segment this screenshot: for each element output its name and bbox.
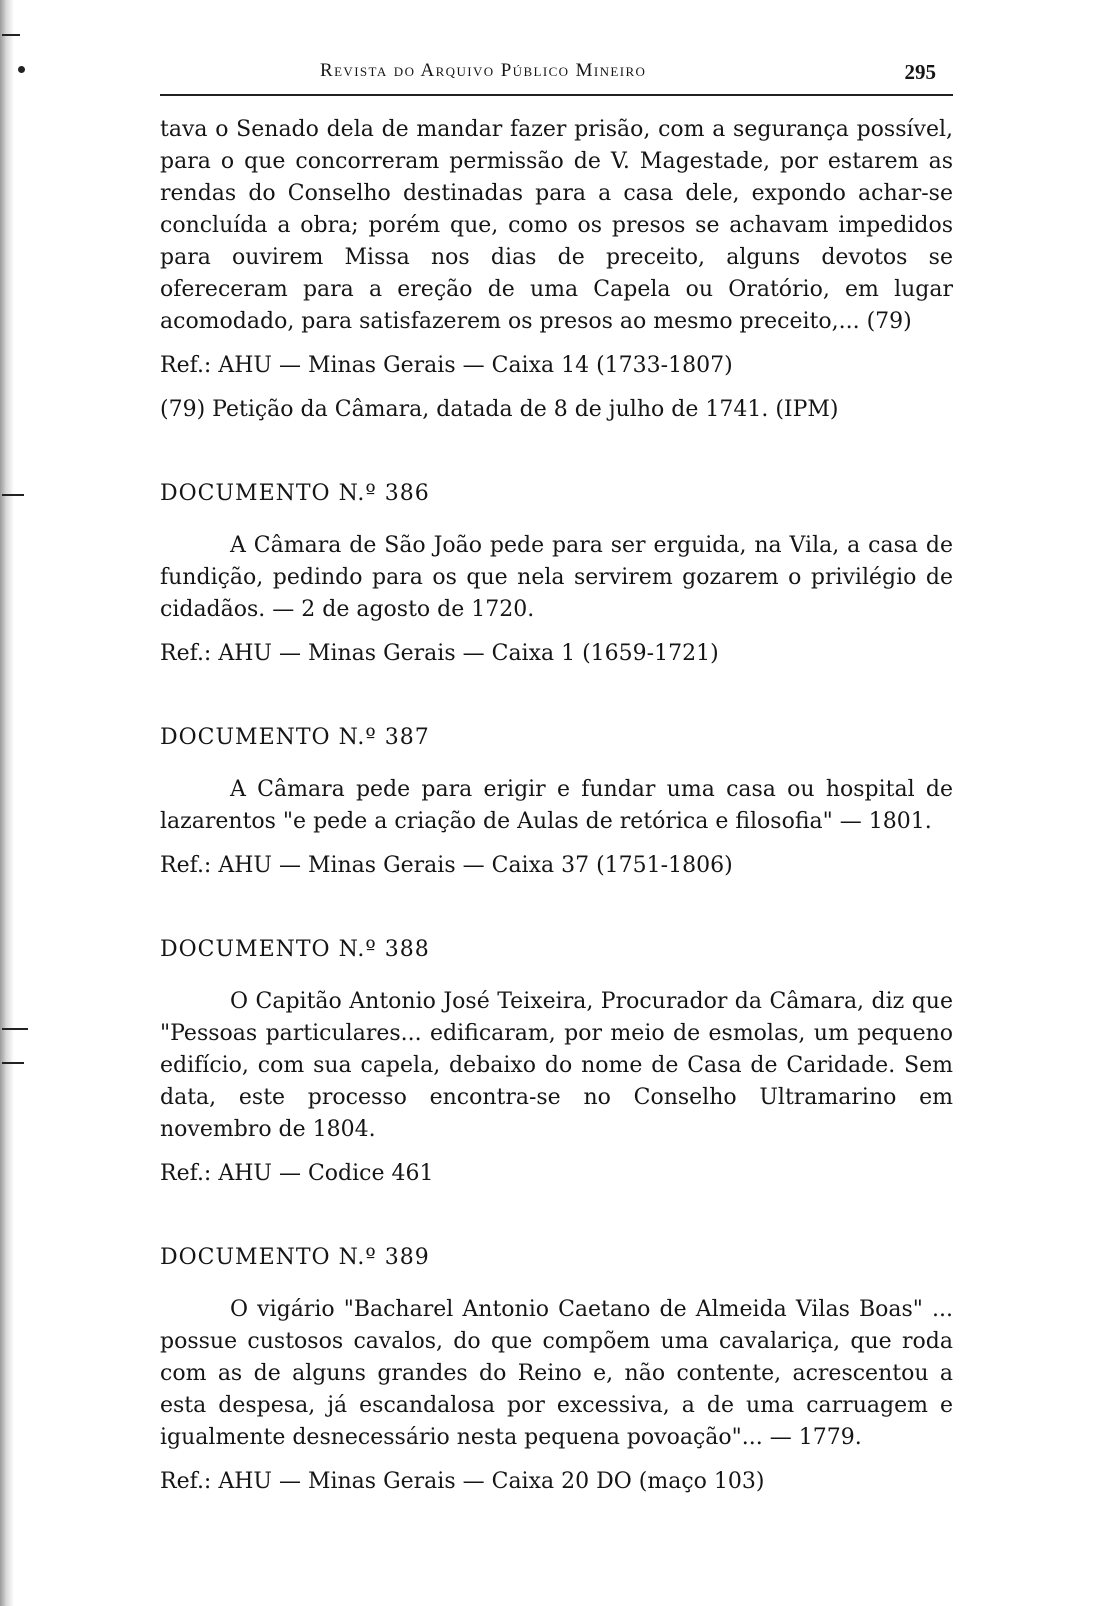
page-number: 295: [904, 60, 936, 84]
header-rule: [160, 94, 953, 96]
footnote: (79) Petição da Câmara, datada de 8 de julho de 1741. (IPM): [160, 397, 839, 422]
running-title: Revista do Arquivo Público Mineiro: [320, 60, 647, 81]
document-summary: A Câmara de São João pede para ser erguida, na Vila, a casa de fundição, pedindo para os que nela servirem gozarem o privilégio de cidadãos. — 2 de agosto de 1720.: [160, 533, 953, 622]
document-entry: [160, 1242, 953, 1498]
document-summary: O vigário "Bacharel Antonio Caetano de Almeida Vilas Boas" ... possue custosos cavalos, do que compõem uma cavalariça, que roda com as de alguns grandes do Reino e, não contente, acrescentou a esta despesa, já escandalosa por excessiva, a de uma carruagem e igualmente desnecessário nesta pequena povoação"... — 1779.: [160, 1297, 953, 1450]
continuation-section: [160, 114, 953, 426]
document-entry: [160, 722, 953, 882]
reference-line: Ref.: AHU — Minas Gerais — Caixa 20 DO (maço 103): [160, 1469, 765, 1494]
reference-line: Ref.: AHU — Minas Gerais — Caixa 14 (1733-1807): [160, 353, 733, 378]
document-page: [160, 50, 953, 1498]
scan-edge-mark: [2, 1062, 24, 1064]
document-entry: [160, 934, 953, 1190]
scan-edge-mark: [2, 34, 20, 36]
document-heading: DOCUMENTO N.º 386: [160, 481, 430, 506]
scan-edge-mark: [18, 66, 25, 73]
reference-line: Ref.: AHU — Codice 461: [160, 1161, 434, 1186]
document-entry: [160, 478, 953, 670]
scan-edge-mark: [2, 494, 24, 496]
reference-line: Ref.: AHU — Minas Gerais — Caixa 37 (1751-1806): [160, 853, 733, 878]
scan-edge-mark: [2, 1028, 28, 1030]
document-summary: A Câmara pede para erigir e fundar uma casa ou hospital de lazarentos "e pede a criação de Aulas de retórica e filosofia" — 1801.: [160, 777, 953, 834]
running-header: [160, 50, 953, 94]
document-heading: DOCUMENTO N.º 389: [160, 1245, 430, 1270]
scan-left-edge: [0, 0, 14, 1606]
document-heading: DOCUMENTO N.º 388: [160, 937, 430, 962]
reference-line: Ref.: AHU — Minas Gerais — Caixa 1 (1659-1721): [160, 641, 719, 666]
continuation-paragraph: tava o Senado dela de mandar fazer prisão, com a segurança possível, para o que concorreram permissão de V. Magestade, por estarem as rendas do Conselho destinadas para a casa dele, expondo achar-se concluída a obra; porém que, como os presos se achavam impedidos para ouvirem Missa nos dias de preceito, alguns devotos se ofereceram para a ereção de uma Capela ou Oratório, em lugar acomodado, para satisfazerem os presos ao mesmo preceito,... (79): [160, 117, 953, 334]
document-summary: O Capitão Antonio José Teixeira, Procurador da Câmara, diz que "Pessoas particulares... edificaram, por meio de esmolas, um pequeno edifício, com sua capela, debaixo do nome de Casa de Caridade. Sem data, este processo encontra-se no Conselho Ultramarino em novembro de 1804.: [160, 989, 953, 1142]
document-heading: DOCUMENTO N.º 387: [160, 725, 430, 750]
